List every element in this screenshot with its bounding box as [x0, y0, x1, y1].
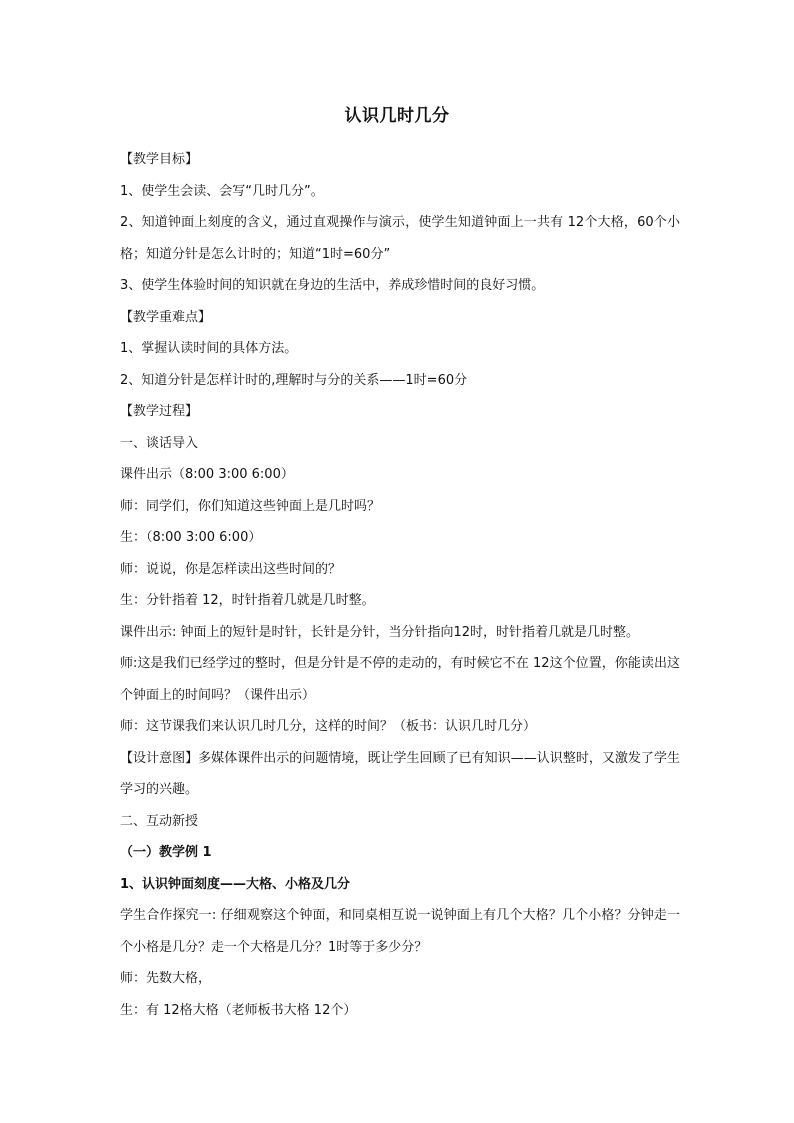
teacher-line-4: 师：这节课我们来认识几时几分，这样的时间？（板书：认识几时几分）	[120, 719, 537, 734]
heading-teaching-goals: 【教学目标】	[120, 152, 199, 167]
student-line-2: 生：分针指着 12，时针指着几就是几时整。	[120, 593, 375, 608]
teacher-line-1: 师：同学们，你们知道这些钟面上是几时吗？	[120, 498, 381, 514]
student-line-3: 生：有 12格大格（老师板书大格 12个）	[120, 1002, 357, 1018]
courseware-show-1: 课件出示（8:00 3:00 6:00）	[120, 467, 294, 482]
section-intro-heading: 一、谈话导入	[120, 435, 199, 451]
student-line-1: 生：（8:00 3:00 6:00）	[120, 530, 262, 545]
courseware-show-2: 课件出示: 钟面上的短针是时针，长针是分针，当分针指向12时，时针指着几就是几时整。	[120, 624, 640, 640]
group-inquiry-1: 学生合作探究一: 仔细观察这个钟面，和同桌相互说一说钟面上有几个大格？几个小格？分钟走一个小格是几分？走一个大格是几分？1时等于多少分？	[120, 908, 680, 955]
key-point-1: 1、掌握认读时间的具体方法。	[120, 341, 298, 356]
heading-teaching-process: 【教学过程】	[120, 404, 199, 419]
document-body	[120, 144, 680, 1026]
goal-item-1: 1、使学生会读、会写“几时几分”。	[120, 183, 324, 199]
design-intent: 【设计意图】多媒体课件出示的问题情境，既让学生回顾了已有知识——认识整时，又激发了学生学习的兴趣。	[120, 750, 680, 797]
goal-item-2: 2、知道钟面上刻度的含义，通过直观操作与演示，使学生知道钟面上一共有 12个大格，60个小格；知道分针是怎么计时的；知道“1时=60分”	[120, 215, 680, 262]
teacher-line-3: 师:这是我们已经学过的整时，但是分针是不停的走动的，有时候它不在 12这个位置，你能读出这个钟面上的时间吗？（课件出示）	[120, 656, 680, 703]
section-new-teaching-heading: 二、互动新授	[120, 813, 199, 829]
heading-key-points: 【教学重难点】	[120, 309, 212, 325]
teacher-line-2: 师：说说，你是怎样读出这些时间的？	[120, 561, 342, 577]
teacher-line-5: 师：先数大格，	[120, 971, 212, 986]
goal-item-3: 3、使学生体验时间的知识就在身边的生活中，养成珍惜时间的良好习惯。	[120, 278, 545, 293]
subsection-example-1: （一）教学例 1	[120, 845, 212, 860]
document-title: 认识几时几分	[344, 106, 450, 126]
key-point-2: 2、知道分针是怎样计时的,理解时与分的关系——1时=60分	[120, 372, 468, 388]
step-clock-scale: 1、认识钟面刻度——大格、小格及几分	[120, 876, 351, 892]
